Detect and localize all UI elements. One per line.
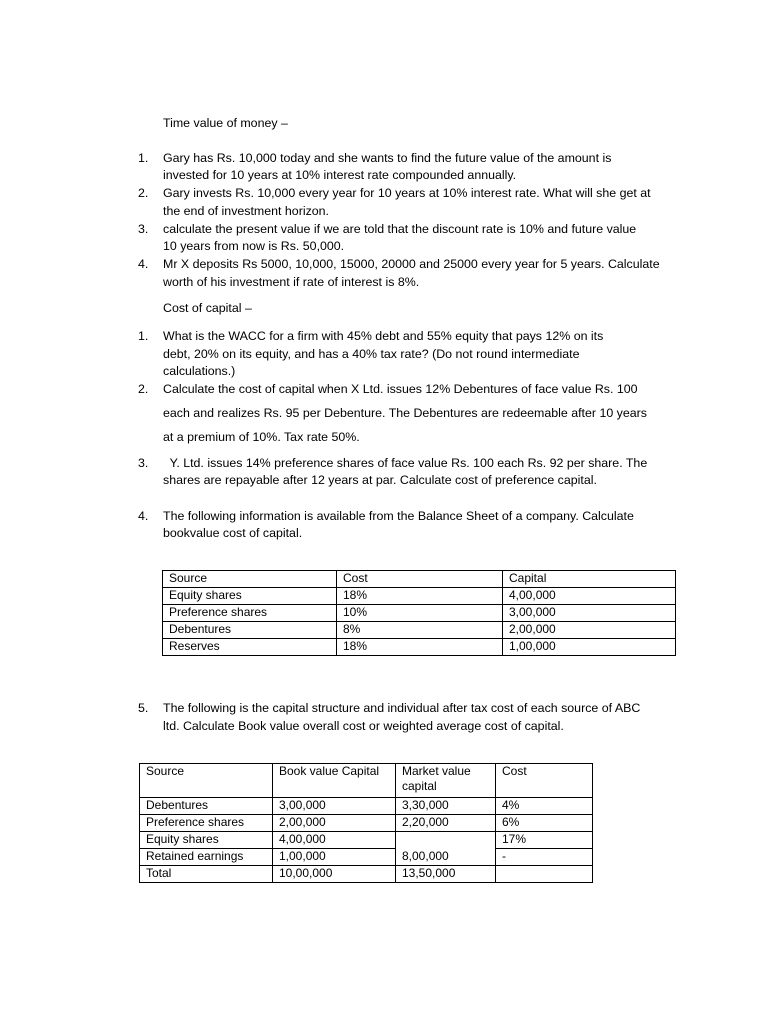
table-cell: 4,00,000 (273, 832, 396, 849)
question-line: bookvalue cost of capital. (163, 526, 303, 540)
table-cell: 2,20,000 (396, 815, 496, 832)
table-cell: 17% (496, 832, 593, 849)
question-line: shares are repayable after 12 years at par. Calculate cost of preference capital. (163, 473, 597, 487)
question-line: The following information is available from the Balance Sheet of a company. Calculate (163, 509, 634, 523)
table-cell: Debentures (140, 798, 273, 815)
table-row (140, 832, 593, 849)
question-line: ltd. Calculate Book value overall cost or weighted average cost of capital. (163, 719, 564, 733)
table-header-cell (396, 764, 496, 798)
table-cell: 13,50,000 (396, 866, 496, 883)
table-cell: 3,30,000 (396, 798, 496, 815)
header-line: Market value (402, 764, 471, 778)
table-cell: - (496, 849, 593, 866)
question-line: Y. Ltd. issues 14% preference shares of face value Rs. 100 each Rs. 92 per share. The (163, 456, 648, 470)
table-row (163, 639, 676, 656)
table-cell: 1,00,000 (273, 849, 396, 866)
table-cell: Retained earnings (140, 849, 273, 866)
table-cell: 18% (337, 588, 503, 605)
table-row (163, 588, 676, 605)
table-header-row (163, 571, 676, 588)
question-number: 1. (138, 329, 149, 343)
question-number: 2. (138, 186, 149, 200)
table-cell: 3,00,000 (503, 605, 676, 622)
table-cell: Preference shares (163, 605, 337, 622)
table-cell: 2,00,000 (273, 815, 396, 832)
table-cell: 8% (337, 622, 503, 639)
table-cell: 4% (496, 798, 593, 815)
table-header-cell: Capital (503, 571, 676, 588)
question-line: debt, 20% on its equity, and has a 40% tax rate? (Do not round intermediate (163, 347, 580, 361)
table-cell: 2,00,000 (503, 622, 676, 639)
question-line: calculations.) (163, 364, 236, 378)
table-cell: Equity shares (140, 832, 273, 849)
table-cell: Equity shares (163, 588, 337, 605)
table-row (140, 798, 593, 815)
capital-structure-table (139, 763, 593, 883)
question-line: The following is the capital structure and individual after tax cost of each source of ABC (163, 701, 641, 715)
question-line: 10 years from now is Rs. 50,000. (163, 239, 345, 253)
table-header-row (140, 764, 593, 798)
table-cell (396, 832, 496, 849)
table-row (140, 849, 593, 866)
table-cell: 10,00,000 (273, 866, 396, 883)
question-line: the end of investment horizon. (163, 204, 329, 218)
table-header-cell: Cost (496, 764, 593, 798)
question-line: Gary has Rs. 10,000 today and she wants to find the future value of the amount is (163, 151, 612, 165)
question-line: calculate the present value if we are told that the discount rate is 10% and future value (163, 222, 637, 236)
table-cell: 1,00,000 (503, 639, 676, 656)
table-cell: 3,00,000 (273, 798, 396, 815)
balance-sheet-table (162, 570, 676, 656)
table-cell: Preference shares (140, 815, 273, 832)
table-row (163, 622, 676, 639)
table-header-cell: Source (140, 764, 273, 798)
table-cell (496, 866, 593, 883)
table-row (163, 605, 676, 622)
question-line: Mr X deposits Rs 5000, 10,000, 15000, 20000 and 25000 every year for 5 years. Calculate (163, 257, 660, 271)
question-number: 5. (138, 701, 149, 715)
table-cell: 18% (337, 639, 503, 656)
table-cell: 4,00,000 (503, 588, 676, 605)
question-line: each and realizes Rs. 95 per Debenture. The Debentures are redeemable after 10 years (163, 406, 647, 420)
question-number: 1. (138, 151, 149, 165)
table-cell: 8,00,000 (396, 849, 496, 866)
question-line: invested for 10 years at 10% interest rate compounded annually. (163, 168, 517, 182)
question-number: 4. (138, 257, 149, 271)
table-cell: Total (140, 866, 273, 883)
section-heading-cost-of-capital: Cost of capital – (163, 301, 252, 315)
question-line: Gary invests Rs. 10,000 every year for 10 years at 10% interest rate. What will she get at (163, 186, 651, 200)
table-header-cell: Source (163, 571, 337, 588)
question-number: 3. (138, 456, 149, 470)
question-number: 2. (138, 382, 149, 396)
question-number: 3. (138, 222, 149, 236)
question-line: worth of his investment if rate of interest is 8%. (163, 275, 420, 289)
table-header-cell: Cost (337, 571, 503, 588)
question-number: 4. (138, 509, 149, 523)
table-header-cell: Book value Capital (273, 764, 396, 798)
table-cell: 6% (496, 815, 593, 832)
table-cell: 10% (337, 605, 503, 622)
question-line: at a premium of 10%. Tax rate 50%. (163, 430, 360, 444)
table-cell: Debentures (163, 622, 337, 639)
section-heading-time-value: Time value of money – (163, 116, 288, 130)
table-row (140, 815, 593, 832)
question-line: What is the WACC for a firm with 45% debt and 55% equity that pays 12% on its (163, 329, 604, 343)
header-line: capital (402, 779, 437, 793)
table-cell: Reserves (163, 639, 337, 656)
question-line: Calculate the cost of capital when X Ltd. issues 12% Debentures of face value Rs. 100 (163, 382, 638, 396)
table-row (140, 866, 593, 883)
